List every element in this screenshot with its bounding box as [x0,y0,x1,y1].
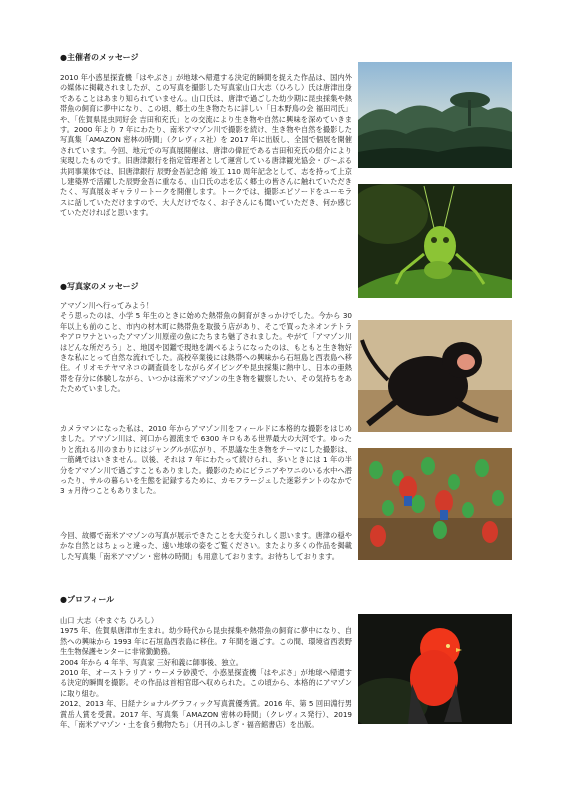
photo-katydid [358,184,512,298]
photo-amazon-forest [358,62,512,168]
profile-heading: ●プロフィール [60,595,115,604]
photo-spider-monkey [358,320,512,432]
photographer-message-text-2: カメラマンになった私は、2010 年からアマゾン川をフィールドに本格的な撮影をはじめました。アマゾン川は、河口から源流まで 6300 キロもある世界最大の大河です。ゆったりと流れる川のまわりにはジャングルが広がり、不思議な生き物をテーマにした撮影は、一筋縄ではいきません。以後、それは 7 年にわたって続けられ、多いときには 1 年の半分をアマゾン川で過ごすこともありました。撮影のためにピラニアやワニのいる水中へ潜ったり、サルの暮らいを生態を記録するために、カモフラージュした迷彩テントのなかで 3 ヵ月待つこともありました。 [60,424,352,496]
photographer-message-text-3: 今回、故郷で南米アマゾンの写真が展示できたことを大変うれしく思います。唐津の穏やかな自然とはちょっと違った、遠い地球の姿をご覧ください。またより多くの作品を掲載した写真集「南米アマゾン・密林の時間」も用意しております。お待ちしております。 [60,531,352,561]
profile-text: 山口 大志（やまぐち ひろし） 1975 年、佐賀県唐津市生まれ。幼少時代から昆虫採集や熱帯魚の飼育に夢中になり、自然への興味から 1993 年に石垣島西表島に移住。7 年間を過ごす。この間、環境省西表野生生物保護センターに非常勤勤務。 2004 年から 4 年半、写真家 三好和義に師事後、独立。 2010 年、オーストラリア・ウーメラ砂漠で、小惑星探査機「はやぶさ」が地球へ帰還する決定的瞬間を撮影。その作品は首相官邸へ収められた。この頃から、本格的にアマゾンに取り組む。 2012、2013 年、日経ナショナルグラフィック写真賞優秀賞。2016 年、第 5 回田淵行男賞岳人賞を受賞。2017 年、写真集「AMAZON 密林の時間」（クレヴィス発行）、2019 年、「南米アマゾン・土を食う動物たち」（月刊のふしぎ・福音館書店）を出版。 [60,616,352,730]
photographer-message-heading: ●写真家のメッセージ [60,282,139,291]
photo-cock-of-the-rock [358,614,512,724]
photo-macaws [358,448,512,560]
organizer-message-heading: ●主催者のメッセージ [60,53,139,62]
organizer-message-text: 2010 年小惑星探査機「はやぶさ」が地球へ帰還する決定的瞬間を捉えた作品は、国内外の媒体に掲載されましたが、この写真を撮影した写真家山口大志（ひろし）氏は唐津出身であることはあまり知られていません。山口氏は、唐津で過ごした幼少期に昆虫採集や熱帯魚の飼育に夢中になり、この頃、郷土の生き物たちに詳しい「日本野鳥の会 福田司氏」や、「佐賀県昆虫同好会 吉田和充氏」との交流により生き物や自然に興味を深めていきます。2000 年より 7 年にわたり、南米アマゾン川で撮影を続け、生き物や自然を撮影した写真集「AMAZON 密林の時間」（クレヴィス社）を 2017 年に出版し、全国で個展を開催されています。今回、地元での写真展開催は、唐津の偉匠である吉田和充氏の紹介により実現したものです。旧唐津銀行を指定管理者として運営している唐津観光協会・ぴ～ぷる共同事業体では、旧唐津銀行 辰野金吾記念館 竣工 110 周年記念として、志を持って上京し建築界で活躍した辰野金吾に重なる、山口氏の志を広く郷土の皆さんに触れていただきたく、写真展＆ギャラリートークを開催します。トークでは、撮影エピソードをユーモラスに話していただけますので、大人だけでなく、お子さんにも聞いていただき、何か感じていただければと思います。 [60,73,352,218]
photographer-message-text-1: アマゾン川へ行ってみよう！ そう思ったのは、小学 5 年生のときに始めた熱帯魚の飼育がきっかけでした。今から 30 年以上も前のこと、市内の材木町に熱帯魚を取扱う店があり、そこで買ったネオンテトラやアロワナといったアマゾン川原産の魚にたちまち魅了されました。やがて「アマゾン川はどんな所だろう」と、地図や図鑑で現地を調べるようになったのは、もともと生き物好きな私にとって自然な流れでした。高校卒業後には熱帯への興味から石垣島と西表島へ移住。イリオモテヤマネコの調査員をしながらダイビングや昆虫採集に熱中し、日本の亜熱帯を存分に体験しながら、いつかは南米アマゾンの生き物を観察したい、その気持ちをあたためていました。 [60,301,352,394]
